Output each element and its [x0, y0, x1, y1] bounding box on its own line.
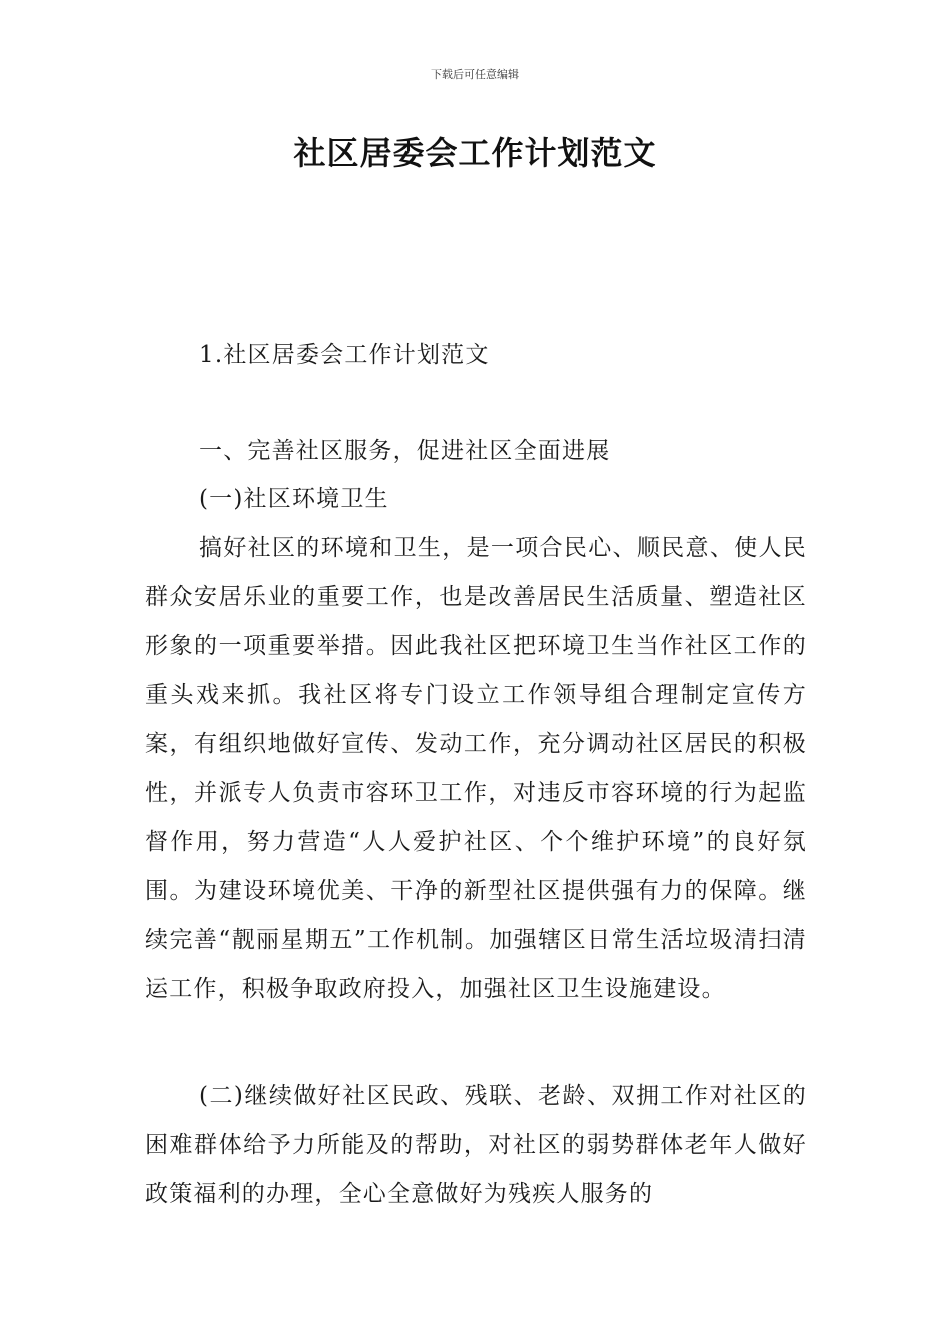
section-heading: 1.社区居委会工作计划范文 [199, 342, 490, 368]
paragraph-civil-affairs: (二)继续做好社区民政、残联、老龄、双拥工作对社区的困难群体给予力所能及的帮助，对社区的弱势群体老年人做好政策福利的办理，全心全意做好为残疾人服务的 [145, 1083, 807, 1207]
document-title: 社区居委会工作计划范文 [293, 134, 657, 172]
heading-level-1: 一、完善社区服务，促进社区全面进展 [199, 438, 611, 464]
paragraph-environment-hygiene: 搞好社区的环境和卫生，是一项合民心、顺民意、使人民群众安居乐业的重要工作，也是改善居民生活质量、塑造社区形象的一项重要举措。因此我社区把环境卫生当作社区工作的重头戏来抓。我社区将专门设立工作领导组合理制定宣传方案，有组织地做好宣传、发动工作，充分调动社区居民的积极性，并派专人负责市容环卫工作，对违反市容环境的行为起监督作用，努力营造“人人爱护社区、个个维护环境”的良好氛围。为建设环境优美、干净的新型社区提供强有力的保障。继续完善“靓丽星期五”工作机制。加强辖区日常生活垃圾清扫清运工作，积极争取政府投入，加强社区卫生设施建设。 [145, 535, 807, 1002]
heading-level-2: (一)社区环境卫生 [199, 486, 389, 512]
header-note: 下载后可任意编辑 [431, 68, 519, 81]
